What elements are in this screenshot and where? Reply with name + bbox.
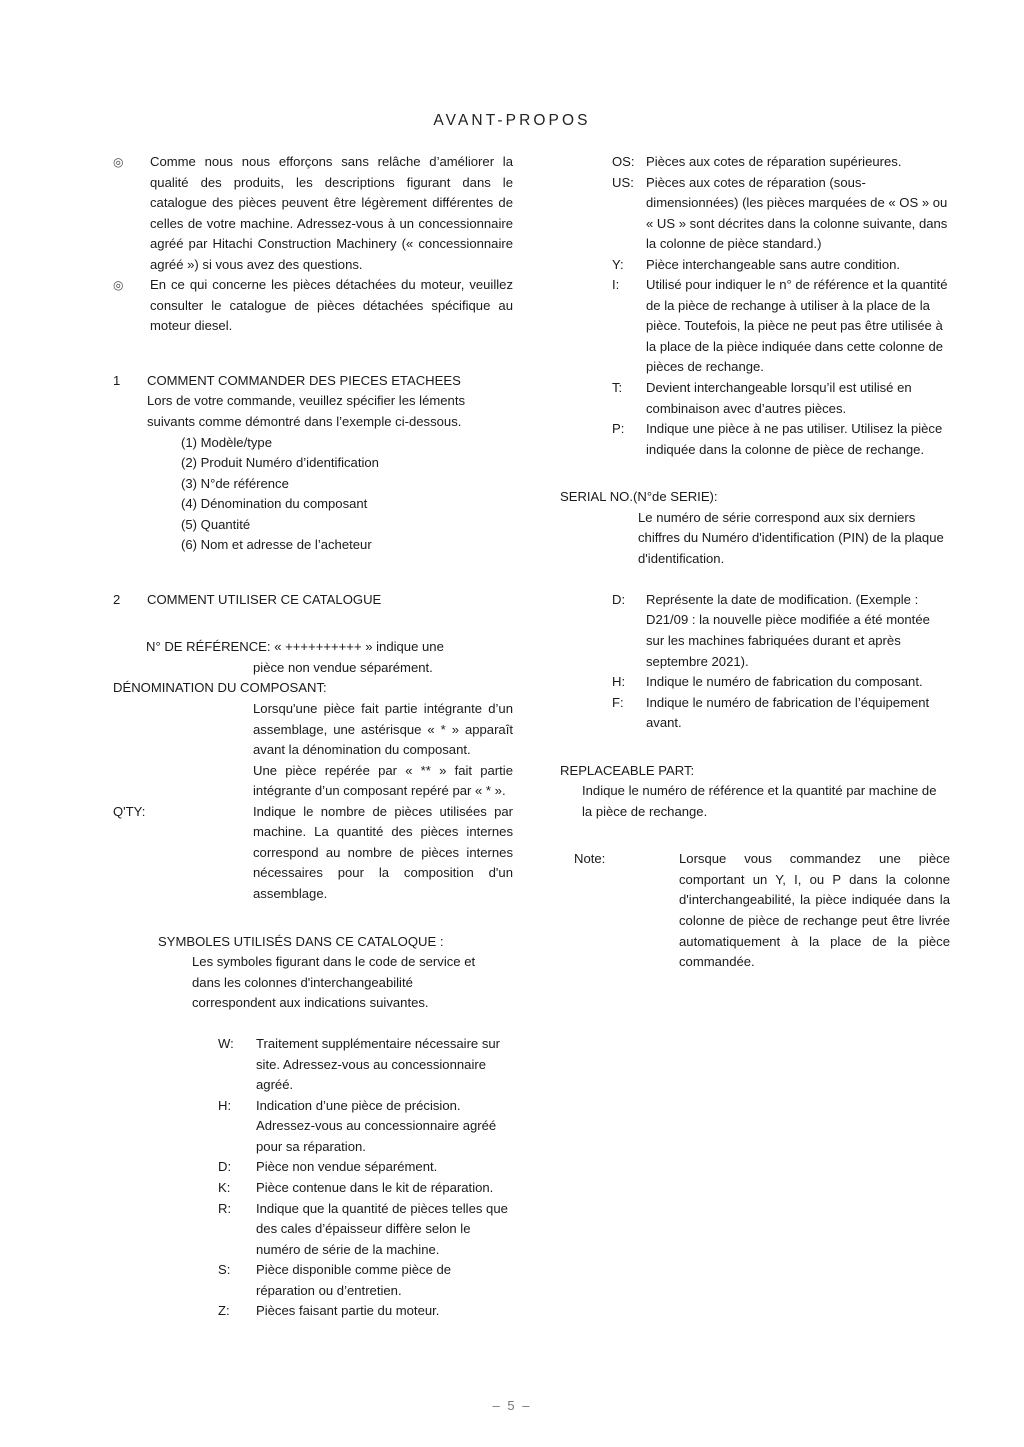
left-column	[113, 152, 513, 1322]
code-entry-p	[612, 419, 950, 460]
serial-number-heading: SERIAL NO.(N°de SERIE):	[560, 489, 718, 505]
symbol-description: Indique que la quantité de pièces telles que des cales d’épaisseur diffère selon le numéro de série de la machine.	[256, 1200, 508, 1257]
section-1-body	[147, 371, 513, 556]
right-column	[560, 152, 950, 973]
spacer	[560, 734, 950, 761]
date-code-entry-f	[612, 693, 950, 734]
code-description: Indique le numéro de fabrication de l’équipement avant.	[646, 694, 930, 731]
symbol-entry-h	[218, 1096, 513, 1158]
symbol-description: Pièce non vendue séparément.	[256, 1159, 438, 1175]
reference-number-text: « ++++++++++ » indique une	[274, 639, 444, 655]
code-entry-os	[612, 152, 950, 173]
section-1-heading: COMMENT COMMANDER DES PIECES ETACHEES	[147, 372, 461, 388]
spacer	[113, 610, 513, 637]
reference-number-continuation: pièce non vendue séparément.	[253, 659, 433, 675]
note-label: Note:	[574, 851, 606, 867]
denomination-para-2: Une pièce repérée par « ** » fait partie intégrante d’un composant repéré par « * ».	[253, 762, 513, 799]
code-label: D:	[612, 591, 626, 607]
page-title: AVANT-PROPOS	[433, 112, 591, 129]
code-label: H:	[612, 674, 626, 690]
code-entry-us	[612, 173, 950, 255]
symbol-entry-z	[218, 1301, 513, 1322]
page-footer: – 5 –	[492, 1398, 532, 1413]
code-entry-i	[612, 275, 950, 378]
symbol-description: Pièce contenue dans le kit de réparation.	[256, 1180, 494, 1196]
code-label: OS:	[612, 154, 635, 169]
intro-bullet-1	[113, 152, 513, 275]
intro-bullet-2-text: En ce qui concerne les pièces détachées du moteur, veuillez consulter le catalogue de pièces détachées spécifique au moteur diesel.	[150, 277, 513, 334]
code-description: Indique une pièce à ne pas utiliser. Utilisez la pièce indiquée dans la colonne de pièce de rechange.	[646, 421, 943, 457]
intro-bullet-1-text: Comme nous nous efforçons sans relâche d’améliorer la qualité des produits, les descriptions figurant dans le catalogue des pièces peuvent être légèrement différentes de celles de votre machine. Adressez-vous à un concessionnaire agréé par Hitachi Construction Machinery (« concessionnaire agréé ») si vous avez des questions.	[150, 154, 513, 272]
symbol-entry-k	[218, 1178, 513, 1199]
section-2-heading: COMMENT UTILISER CE CATALOGUE	[147, 591, 382, 607]
code-label: I:	[612, 277, 620, 293]
replaceable-part-text: Indique le numéro de référence et la quantité par machine de la pièce de rechange.	[582, 783, 937, 819]
list-item: (1) Modèle/type	[181, 434, 272, 450]
symbols-intro-line: Les symboles figurant dans le code de service et	[192, 954, 476, 970]
qty-text: Indique le nombre de pièces utilisées par machine. La quantité des pièces internes correspond au nombre de pièces internes nécessaires pour la composition d'un assemblage.	[253, 803, 513, 901]
symbols-intro-line: correspondent aux indications suivantes.	[192, 995, 429, 1011]
list-item: (5) Quantité	[181, 516, 251, 532]
denomination-para-1: Lorsqu'une pièce fait partie intégrante d’un assemblage, une astérisque « * » apparaît avant la dénomination du composant.	[253, 701, 513, 758]
section-1-items	[181, 433, 513, 556]
code-label: P:	[612, 421, 625, 437]
denomination-heading: DÉNOMINATION DU COMPOSANT:	[113, 680, 327, 696]
date-code-list	[612, 590, 950, 734]
note-row	[574, 849, 950, 972]
symbol-definition-list	[218, 1034, 513, 1322]
spacer	[560, 460, 950, 487]
section-2-body	[147, 590, 513, 611]
serial-number-text: Le numéro de série correspond aux six derniers chiffres du Numéro d'identification (PIN) de la plaque d'identification.	[638, 509, 944, 566]
symbol-entry-s	[218, 1260, 513, 1301]
symbol-description: Traitement supplémentaire nécessaire sur site. Adressez-vous au concessionnaire agréé.	[256, 1036, 501, 1093]
code-label: T:	[612, 380, 623, 396]
section-1-intro: Lors de votre commande, veuillez spécifier les léments suivants comme démontré dans l’exemple ci-dessous.	[147, 393, 466, 430]
symbol-code: W:	[218, 1036, 234, 1052]
serial-number-block	[560, 487, 950, 569]
code-description: Indique le numéro de fabrication du composant.	[646, 674, 923, 690]
symbol-code: H:	[218, 1097, 232, 1113]
circled-ring-icon: ◎	[113, 155, 124, 169]
code-label: US:	[612, 174, 634, 190]
date-code-entry-d	[612, 590, 950, 672]
symbol-entry-d	[218, 1157, 513, 1178]
section-2-number: 2	[113, 591, 121, 607]
reference-number-label: N° DE RÉFÉRENCE:	[146, 639, 271, 655]
code-entry-t	[612, 378, 950, 419]
symbol-description: Pièces faisant partie du moteur.	[256, 1303, 440, 1319]
symbols-block	[158, 932, 513, 1014]
section-1	[113, 371, 513, 556]
spacer	[560, 822, 950, 849]
list-item: (4) Dénomination du composant	[181, 496, 368, 512]
code-entry-y	[612, 255, 950, 276]
denomination-body	[253, 699, 513, 802]
replaceable-part-heading: REPLACEABLE PART:	[560, 762, 695, 778]
code-label: Y:	[612, 256, 624, 272]
symbol-code: S:	[218, 1262, 231, 1278]
spacer	[113, 337, 513, 371]
symbol-description: Indication d’une pièce de précision. Adressez-vous au concessionnaire agréé pour sa réparation.	[256, 1097, 497, 1154]
list-item: (2) Produit Numéro d’identification	[181, 455, 379, 471]
symbol-entry-r	[218, 1199, 513, 1261]
code-description: Pièces aux cotes de réparation supérieures.	[646, 154, 902, 169]
code-description: Pièces aux cotes de réparation (sous-dimensionnées) (les pièces marquées de « OS » ou « US » sont décrites dans la colonne suivante, dans la colonne de pièce standard.)	[646, 174, 948, 252]
date-code-entry-h	[612, 672, 950, 693]
code-description: Représente la date de modification. (Exemple : D21/09 : la nouvelle pièce modifiée a été montée sur les machines fabriquées durant et après septembre 2021).	[646, 591, 930, 669]
section-2	[113, 590, 513, 611]
code-label: F:	[612, 694, 624, 710]
circled-ring-icon: ◎	[113, 278, 124, 293]
symbols-intro-line: dans les colonnes d'interchangeabilité	[192, 974, 413, 990]
reference-number-line	[146, 637, 513, 658]
list-item: (6) Nom et adresse de l’acheteur	[181, 537, 372, 553]
qty-label: Q'TY:	[113, 803, 146, 819]
symbol-code: R:	[218, 1200, 232, 1216]
replaceable-part-block	[560, 761, 950, 823]
symbol-code: K:	[218, 1180, 231, 1196]
code-description: Pièce interchangeable sans autre condition.	[646, 256, 901, 272]
section-1-number: 1	[113, 372, 121, 388]
spacer	[113, 556, 513, 590]
spacer	[113, 905, 513, 932]
note-text: Lorsque vous commandez une pièce comportant un Y, I, ou P dans la colonne d'interchangeabilité, la pièce indiquée dans la colonne de pièce de rechange peut être livrée automatiquement à la place de la pièce commandée.	[679, 851, 950, 970]
symbols-heading: SYMBOLES UTILISÉS DANS CE CATALOQUE :	[158, 933, 444, 949]
symbol-code: Z:	[218, 1303, 230, 1319]
symbol-code: D:	[218, 1159, 232, 1175]
reference-number-block	[146, 637, 513, 678]
intro-bullet-2	[113, 275, 513, 337]
interchangeability-code-list	[612, 152, 950, 460]
qty-row	[113, 802, 513, 905]
symbol-description: Pièce disponible comme pièce de réparation ou d’entretien.	[256, 1262, 452, 1298]
code-description: Utilisé pour indiquer le n° de référence et la quantité de la pièce de rechange à utiliser à la place de la pièce. Toutefois, la pièce ne peut pas être utilisée à la place de la pièce indiquée dans cette colonne de pièces de rechange.	[646, 277, 948, 375]
code-description: Devient interchangeable lorsqu’il est utilisé en combinaison avec d’autres pièces.	[646, 380, 912, 416]
list-item: (3) N°de référence	[181, 475, 289, 491]
symbol-entry-w	[218, 1034, 513, 1096]
spacer	[560, 569, 950, 590]
symbols-intro	[192, 952, 513, 1014]
spacer	[113, 1014, 513, 1035]
